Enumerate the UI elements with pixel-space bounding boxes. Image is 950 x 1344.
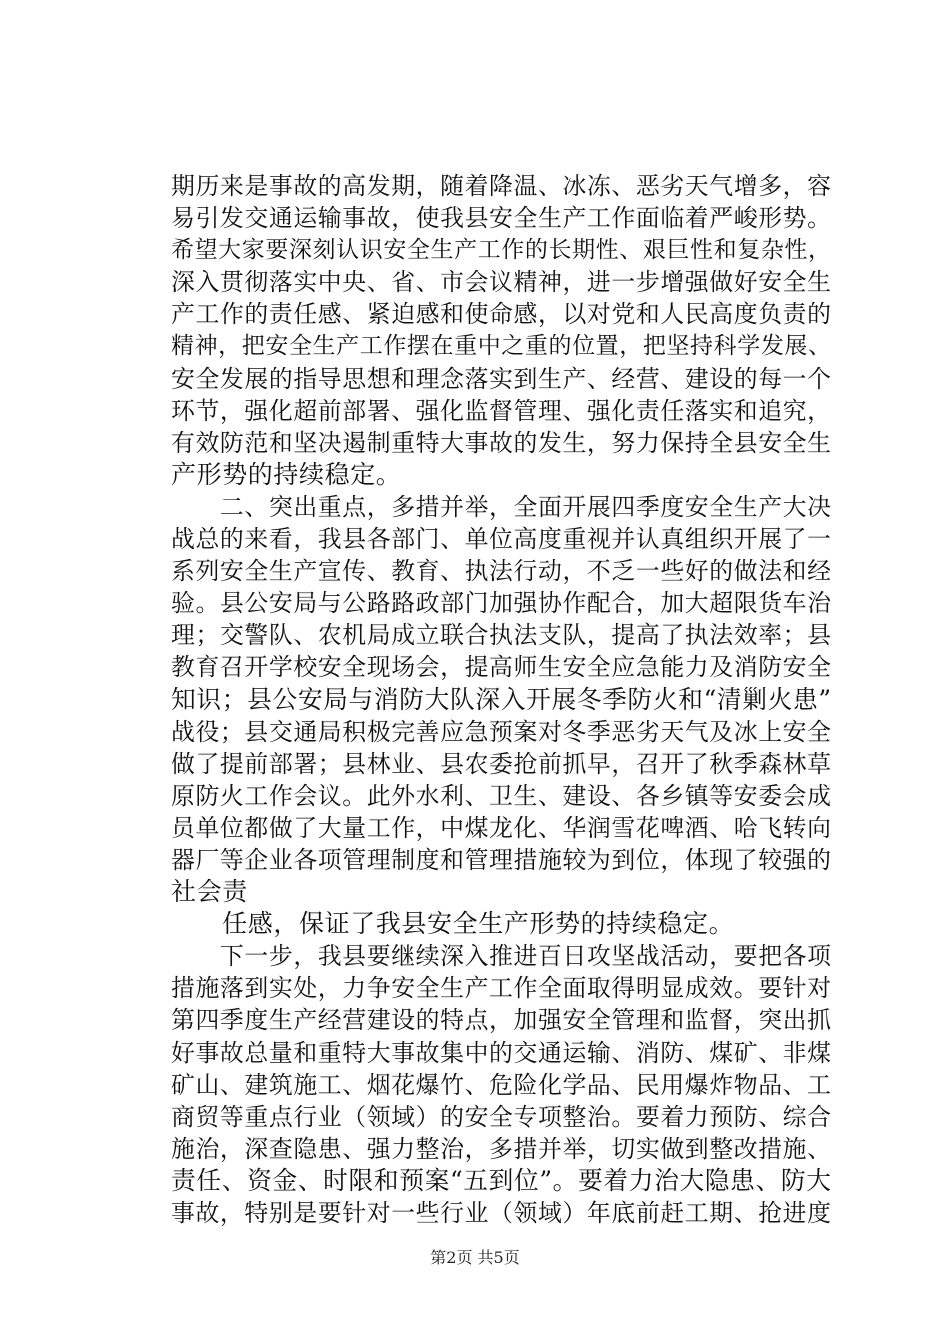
text-line: 环节，强化超前部署、强化监督管理、强化责任落实和追究， [171,396,831,425]
text-line: 产形势的持续稳定。 [171,459,402,489]
text-line: 原防火工作会议。此外水利、卫生、建设、各乡镇等安委会成 [171,781,831,810]
text-line: 施治，深查隐患、强力整治，多措并举，切实做到整改措施、 [171,1134,831,1163]
text-line: 期历来是事故的高发期，随着降温、冰冻、恶劣天气增多，容 [171,172,831,200]
text-line: 战总的来看，我县各部门、单位高度重视并认真组织开展了一 [171,525,831,554]
text-line: 精神，把安全生产工作摆在重中之重的位置，把坚持科学发展、 [171,333,831,360]
text-line: 战役；县交通局积极完善应急预案对冬季恶劣天气及冰上安全 [171,717,831,746]
text-line: 安全发展的指导思想和理念落实到生产、经营、建设的每一个 [171,364,831,393]
text-line: 第四季度生产经营建设的特点，加强安全管理和监督，突出抓 [171,1006,831,1035]
text-line: 做了提前部署；县林业、县农委抢前抓早，召开了秋季森林草 [171,749,831,778]
text-line: 任感，保证了我县安全生产形势的持续稳定。 [171,909,735,939]
text-line: 措施落到实处，力争安全生产工作全面取得明显成效。要针对 [171,974,831,1003]
text-line: 责任、资金、时限和预案“五到位”。要着力治大隐患、防大 [171,1165,831,1195]
text-line: 矿山、建筑施工、烟花爆竹、危险化学品、民用爆炸物品、工 [171,1070,831,1099]
text-line: 二、突出重点，多措并举，全面开展四季度安全生产大决 [171,492,831,521]
text-line: 社会责 [171,877,248,907]
text-line: 员单位都做了大量工作，中煤龙化、华润雪花啤酒、哈飞转向 [171,813,831,842]
text-line: 系列安全生产宣传、教育、执法行动，不乏一些好的做法和经 [171,557,831,586]
text-line: 易引发交通运输事故，使我县安全生产工作面临着严峻形势。 [171,204,831,233]
text-line: 有效防范和坚决遏制重特大事故的发生，努力保持全县安全生 [171,428,831,457]
text-line: 希望大家要深刻认识安全生产工作的长期性、艰巨性和复杂性， [171,237,831,264]
text-line: 器厂等企业各项管理制度和管理措施较为到位，体现了较强的 [171,845,831,874]
text-line: 产工作的责任感、紧迫感和使命感，以对党和人民高度负责的 [171,300,831,329]
page-footer: 第2页 共5页 [430,1248,520,1267]
text-line: 验。县公安局与公路路政部门加强协作配合，加大超限货车治 [171,589,831,618]
text-line: 知识；县公安局与消防大队深入开展冬季防火和“清剿火患” [171,684,831,714]
document-body [171,170,831,1229]
text-line: 好事故总量和重特大事故集中的交通运输、消防、煤矿、非煤 [171,1038,831,1067]
text-line: 商贸等重点行业（领域）的安全专项整治。要着力预防、综合 [171,1102,831,1131]
text-line: 教育召开学校安全现场会，提高师生安全应急能力及消防安全 [171,653,831,682]
text-line: 深入贯彻落实中央、省、市会议精神，进一步增强做好安全生 [171,268,831,297]
text-line: 理；交警队、农机局成立联合执法支队，提高了执法效率；县 [171,621,831,650]
text-line: 事故，特别是要针对一些行业（领域）年底前赶工期、抢进度 [171,1199,831,1227]
text-line: 下一步，我县要继续深入推进百日攻坚战活动，要把各项 [171,942,831,971]
